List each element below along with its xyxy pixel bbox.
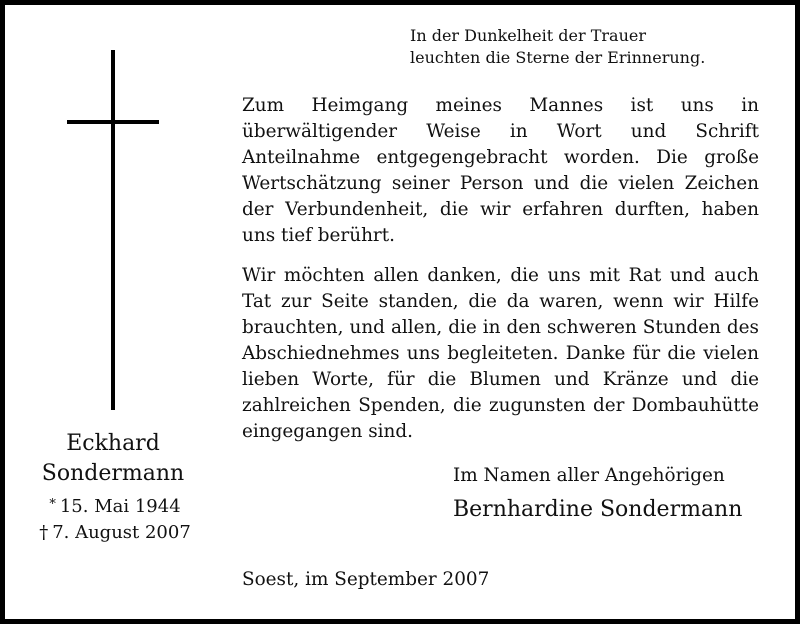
motto-line-2: leuchten die Sterne der Erinnerung. bbox=[410, 48, 706, 67]
deceased-name bbox=[25, 429, 201, 489]
latin-cross-icon bbox=[67, 50, 159, 410]
thank-you-text bbox=[242, 93, 759, 459]
birth-star-icon: * bbox=[49, 497, 56, 512]
death-date-line bbox=[27, 520, 203, 546]
paragraph-1: Zum Heimgang meines Mannes ist uns in überwältigender Weise in Wort und Schrift Anteilnahme entgegengebracht worden. Die große Wertschätzung seiner Person und die vielen Zeichen der Verbundenheit, die wir erfahren durften, haben uns tief berührt. bbox=[242, 95, 759, 246]
paragraph-2: Wir möchten allen danken, die uns mit Rat und auch Tat zur Seite standen, die da waren, wenn wir Hilfe brauchten, und allen, die in den schweren Stunden des Abschiednehmes uns begleiteten. Danke für die vielen lieben Worte, für die Blumen und Kränze und die zahlreichen Spenden, die zugunsten der Dombauhütte eingegangen sind. bbox=[242, 265, 759, 442]
deceased-last-name: Sondermann bbox=[41, 461, 185, 486]
motto bbox=[410, 25, 780, 69]
motto-line-1: In der Dunkelheit der Trauer bbox=[410, 26, 647, 45]
birth-date-line bbox=[27, 492, 203, 520]
birth-date: 15. Mai 1944 bbox=[59, 496, 181, 517]
death-date: 7. August 2007 bbox=[52, 522, 191, 543]
life-dates bbox=[27, 492, 203, 546]
cross-horizontal-bar bbox=[67, 120, 159, 124]
signer-name: Bernhardine Sondermann bbox=[453, 497, 743, 522]
place-and-date: Soest, im September 2007 bbox=[242, 569, 490, 590]
death-dagger-icon: † bbox=[39, 522, 49, 543]
obituary-notice-card bbox=[5, 5, 795, 619]
signoff-phrase: Im Namen aller Angehörigen bbox=[453, 465, 725, 486]
deceased-first-name: Eckhard bbox=[66, 431, 160, 456]
cross-vertical-bar bbox=[111, 50, 115, 410]
